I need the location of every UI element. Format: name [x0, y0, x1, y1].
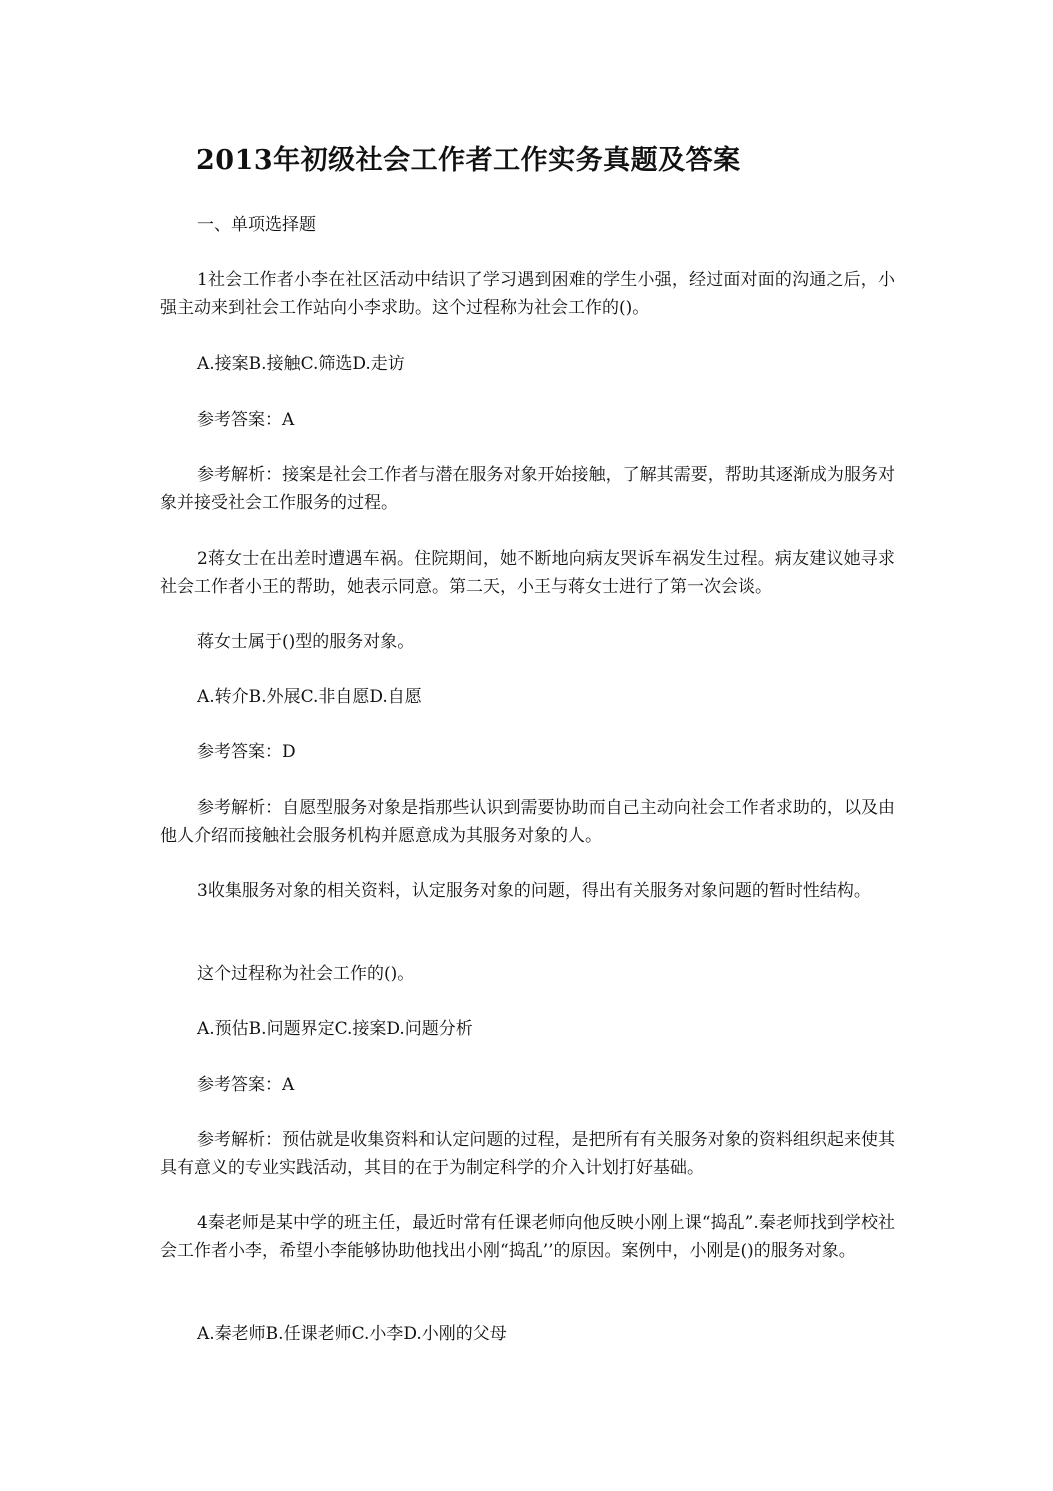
question-2-options: A.转介B.外展C.非自愿D.自愿	[197, 687, 422, 707]
question-3-stem: 3收集服务对象的相关资料，认定服务对象的问题，得出有关服务对象问题的暂时性结构。	[197, 881, 871, 901]
question-1-options: A.接案B.接触C.筛选D.走访	[197, 354, 405, 374]
document-title: 2013年初级社会工作者工作实务真题及答案	[196, 145, 741, 176]
question-1-stem: 1社会工作者小李在社区活动中结识了学习遇到困难的学生小强，经过面对面的沟通之后，小强主动来到社会工作站向小李求助。这个过程称为社会工作的()。	[160, 270, 895, 318]
question-2-answer: 参考答案：D	[197, 742, 296, 762]
question-1-answer: 参考答案：A	[197, 410, 295, 430]
question-4-stem: 4秦老师是某中学的班主任，最近时常有任课老师向他反映小刚上课“捣乱”.秦老师找到学校社会工作者小李，希望小李能够协助他找出小刚“捣乱’’的原因。案例中，小刚是()的服务对象。	[160, 1213, 895, 1261]
question-2-stem-cont: 蒋女士属于()型的服务对象。	[197, 632, 415, 652]
question-4-options: A.秦老师B.任课老师C.小李D.小刚的父母	[197, 1324, 507, 1344]
question-1-analysis: 参考解析：接案是社会工作者与潜在服务对象开始接触，了解其需要，帮助其逐渐成为服务对象并接受社会工作服务的过程。	[160, 465, 895, 513]
question-2-stem: 2蒋女士在出差时遭遇车祸。住院期间，她不断地向病友哭诉车祸发生过程。病友建议她寻求社会工作者小王的帮助，她表示同意。第二天，小王与蒋女士进行了第一次会谈。	[160, 549, 895, 597]
question-3-analysis: 参考解析：预估就是收集资料和认定问题的过程，是把所有有关服务对象的资料组织起来使其具有意义的专业实践活动，其目的在于为制定科学的介入计划打好基础。	[160, 1130, 895, 1178]
question-3-stem-cont: 这个过程称为社会工作的()。	[197, 964, 415, 984]
question-2-analysis: 参考解析：自愿型服务对象是指那些认识到需要协助而自己主动向社会工作者求助的，以及由他人介绍而接触社会服务机构并愿意成为其服务对象的人。	[160, 798, 895, 846]
section-heading: 一、单项选择题	[197, 215, 316, 235]
question-3-options: A.预估B.问题界定C.接案D.问题分析	[197, 1019, 473, 1039]
question-3-answer: 参考答案：A	[197, 1075, 295, 1095]
